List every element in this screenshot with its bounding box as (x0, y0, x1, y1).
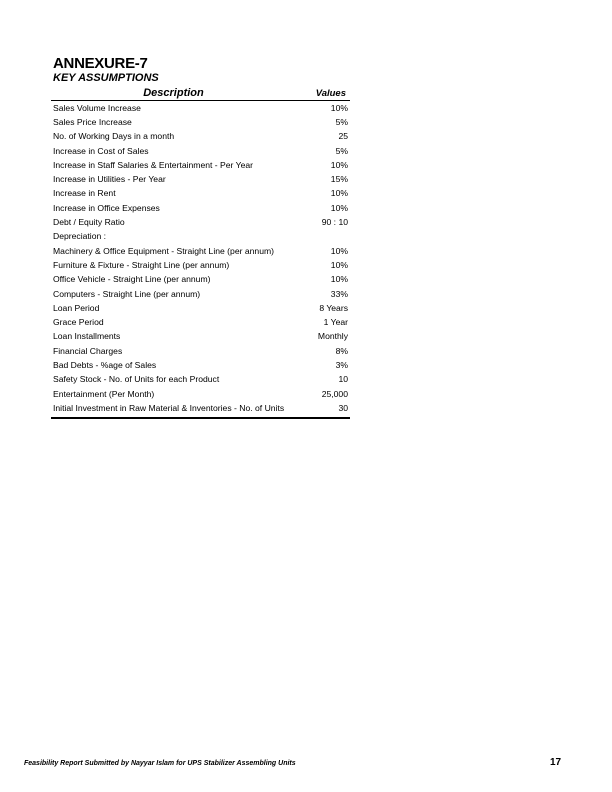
row-value: 3% (335, 359, 348, 370)
column-header-values: Values (315, 88, 346, 99)
row-value: Monthly (317, 331, 348, 342)
row-value: 10% (330, 274, 348, 285)
row-description: Increase in Rent (53, 188, 116, 199)
row-value: 5% (335, 116, 348, 127)
row-description: Increase in Cost of Sales (53, 145, 149, 156)
table-row (51, 287, 350, 301)
page-title: ANNEXURE-7 (53, 55, 148, 72)
row-description: Financial Charges (53, 345, 123, 356)
row-description: No. of Working Days in a month (53, 131, 175, 142)
row-value: 10% (330, 259, 348, 270)
row-description: Entertainment (Per Month) (53, 388, 155, 399)
row-value: 8% (335, 345, 348, 356)
column-header-description: Description (143, 87, 204, 99)
row-description: Machinery & Office Equipment - Straight Line (per annum) (53, 245, 274, 256)
table-row (51, 301, 350, 315)
row-description: Depreciation : (53, 231, 107, 242)
page-subtitle: KEY ASSUMPTIONS (53, 72, 159, 84)
row-description: Loan Installments (53, 331, 121, 342)
row-value: 90 : 10 (321, 217, 348, 228)
row-value: 5% (335, 145, 348, 156)
row-description: Grace Period (53, 317, 104, 328)
row-description: Initial Investment in Raw Material & Inventories - No. of Units (53, 402, 285, 413)
row-value: 25 (338, 131, 348, 142)
assumptions-table (51, 85, 350, 419)
row-description: Sales Volume Increase (53, 102, 141, 113)
table-row (51, 201, 350, 215)
row-value: 30 (338, 402, 348, 413)
row-description: Safety Stock - No. of Units for each Product (53, 374, 220, 385)
row-description: Increase in Staff Salaries & Entertainment - Per Year (53, 159, 253, 170)
table-row (51, 401, 350, 415)
row-description: Office Vehicle - Straight Line (per annum) (53, 274, 211, 285)
row-value: 1 Year (323, 317, 348, 328)
row-description: Sales Price Increase (53, 116, 132, 127)
table-header (51, 85, 350, 101)
row-value: 10% (330, 159, 348, 170)
row-description: Bad Debts - %age of Sales (53, 359, 157, 370)
table-row (51, 244, 350, 258)
table-row (51, 215, 350, 229)
footer-text: Feasibility Report Submitted by Nayyar Islam for UPS Stabilizer Assembling Units (24, 760, 296, 767)
table-row (51, 344, 350, 358)
table-row (51, 101, 350, 115)
row-value: 10% (330, 202, 348, 213)
table-row (51, 230, 350, 244)
table-row (51, 330, 350, 344)
page-number: 17 (550, 757, 562, 768)
row-description: Increase in Office Expenses (53, 202, 160, 213)
row-description: Loan Period (53, 302, 100, 313)
table-row (51, 144, 350, 158)
table-row (51, 115, 350, 129)
table-row (51, 373, 350, 387)
table-row (51, 387, 350, 401)
row-value: 33% (330, 288, 348, 299)
row-value: 15% (330, 174, 348, 185)
row-description: Computers - Straight Line (per annum) (53, 288, 201, 299)
row-description: Furniture & Fixture - Straight Line (per annum) (53, 259, 230, 270)
table-row (51, 358, 350, 372)
row-description: Debt / Equity Ratio (53, 217, 125, 228)
table-row (51, 158, 350, 172)
table-row (51, 315, 350, 329)
row-value: 8 Years (319, 302, 348, 313)
table-row (51, 187, 350, 201)
row-description: Increase in Utilities - Per Year (53, 174, 166, 185)
table-row (51, 172, 350, 186)
table-body (51, 101, 350, 419)
table-row (51, 130, 350, 144)
table-row (51, 273, 350, 287)
row-value: 10% (330, 188, 348, 199)
row-value: 10 (338, 374, 348, 385)
table-row (51, 258, 350, 272)
row-value: 25,000 (321, 388, 348, 399)
row-value: 10% (330, 245, 348, 256)
row-value: 10% (330, 102, 348, 113)
